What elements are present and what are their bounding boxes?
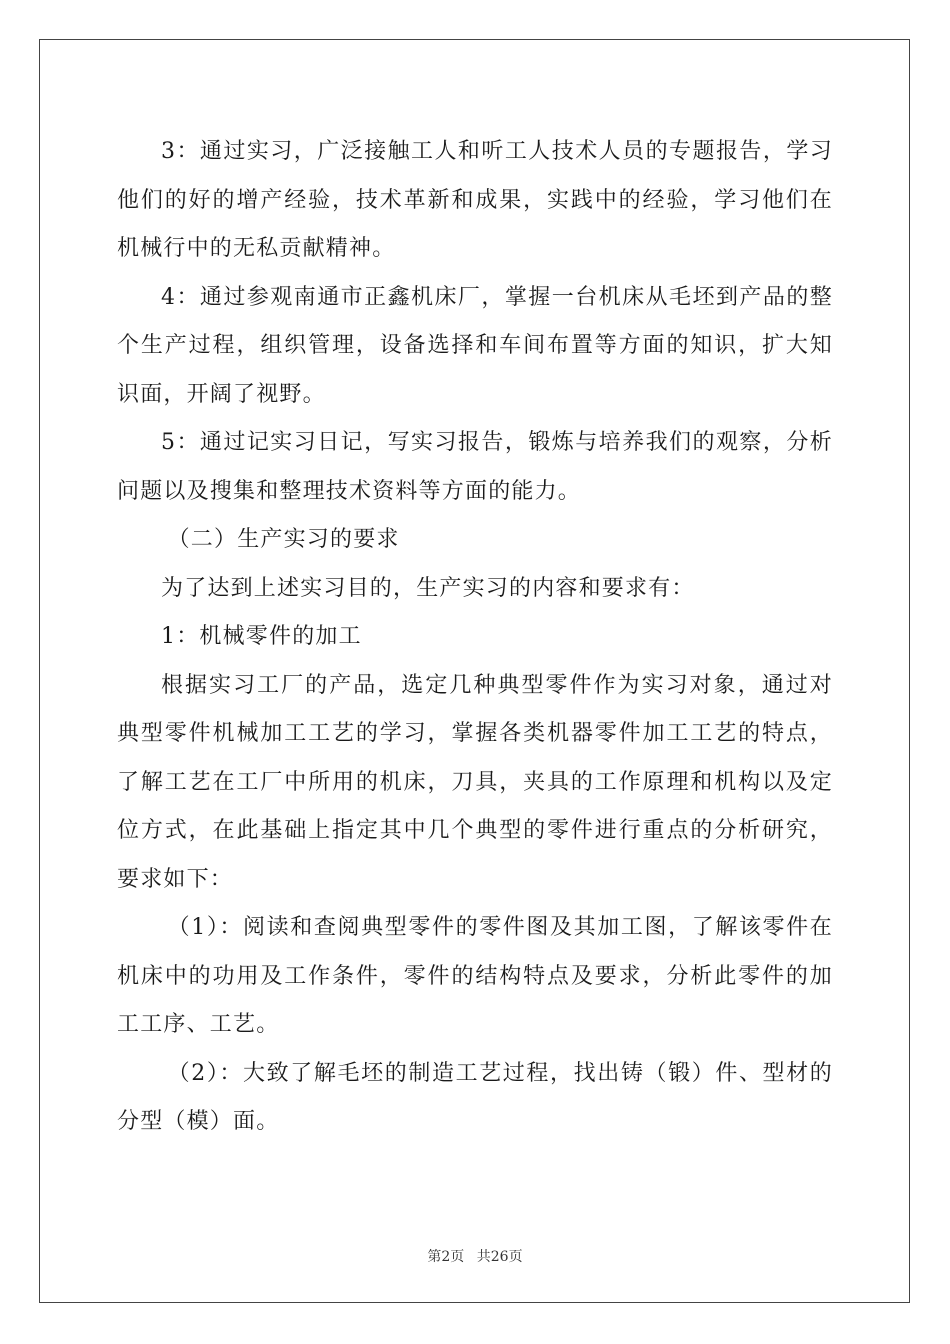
document-body xyxy=(117,128,833,1147)
page-number: 第2页 xyxy=(427,1249,465,1265)
page-total: 共26页 xyxy=(476,1249,523,1265)
section-heading: （二）生产实习的要求 xyxy=(167,527,400,552)
paragraph-5: 5：通过记实习日记，写实习报告，锻炼与培养我们的观察，分析问题以及搜集和整理技术资料等方面的能力。 xyxy=(117,430,833,504)
subheading-1: 1：机械零件的加工 xyxy=(161,624,362,649)
paragraph-parts: 根据实习工厂的产品，选定几种典型零件作为实习对象，通过对典型零件机械加工工艺的学习，掌握各类机器零件加工工艺的特点，了解工艺在工厂中所用的机床，刀具，夹具的工作原理和机构以及定位方式，在此基础上指定其中几个典型的零件进行重点的分析研究，要求如下： xyxy=(117,672,833,892)
list-item-1: （1）：阅读和查阅典型零件的零件图及其加工图，了解该零件在机床中的功用及工作条件，零件的结构特点及要求，分析此零件的加工工序、工艺。 xyxy=(117,915,833,1037)
paragraph-4: 4：通过参观南通市正鑫机床厂，掌握一台机床从毛坯到产品的整个生产过程，组织管理，设备选择和车间布置等方面的知识，扩大知识面，开阔了视野。 xyxy=(117,284,833,407)
paragraph-intro: 为了达到上述实习目的，生产实习的内容和要求有： xyxy=(161,575,695,601)
page-footer xyxy=(0,1246,950,1266)
list-item-2: （2）：大致了解毛坯的制造工艺过程，找出铸（锻）件、型材的分型（模）面。 xyxy=(117,1060,833,1134)
paragraph-3: 3：通过实习，广泛接触工人和听工人技术人员的专题报告，学习他们的好的增产经验，技术革新和成果，实践中的经验，学习他们在机械行中的无私贡献精神。 xyxy=(117,139,833,261)
